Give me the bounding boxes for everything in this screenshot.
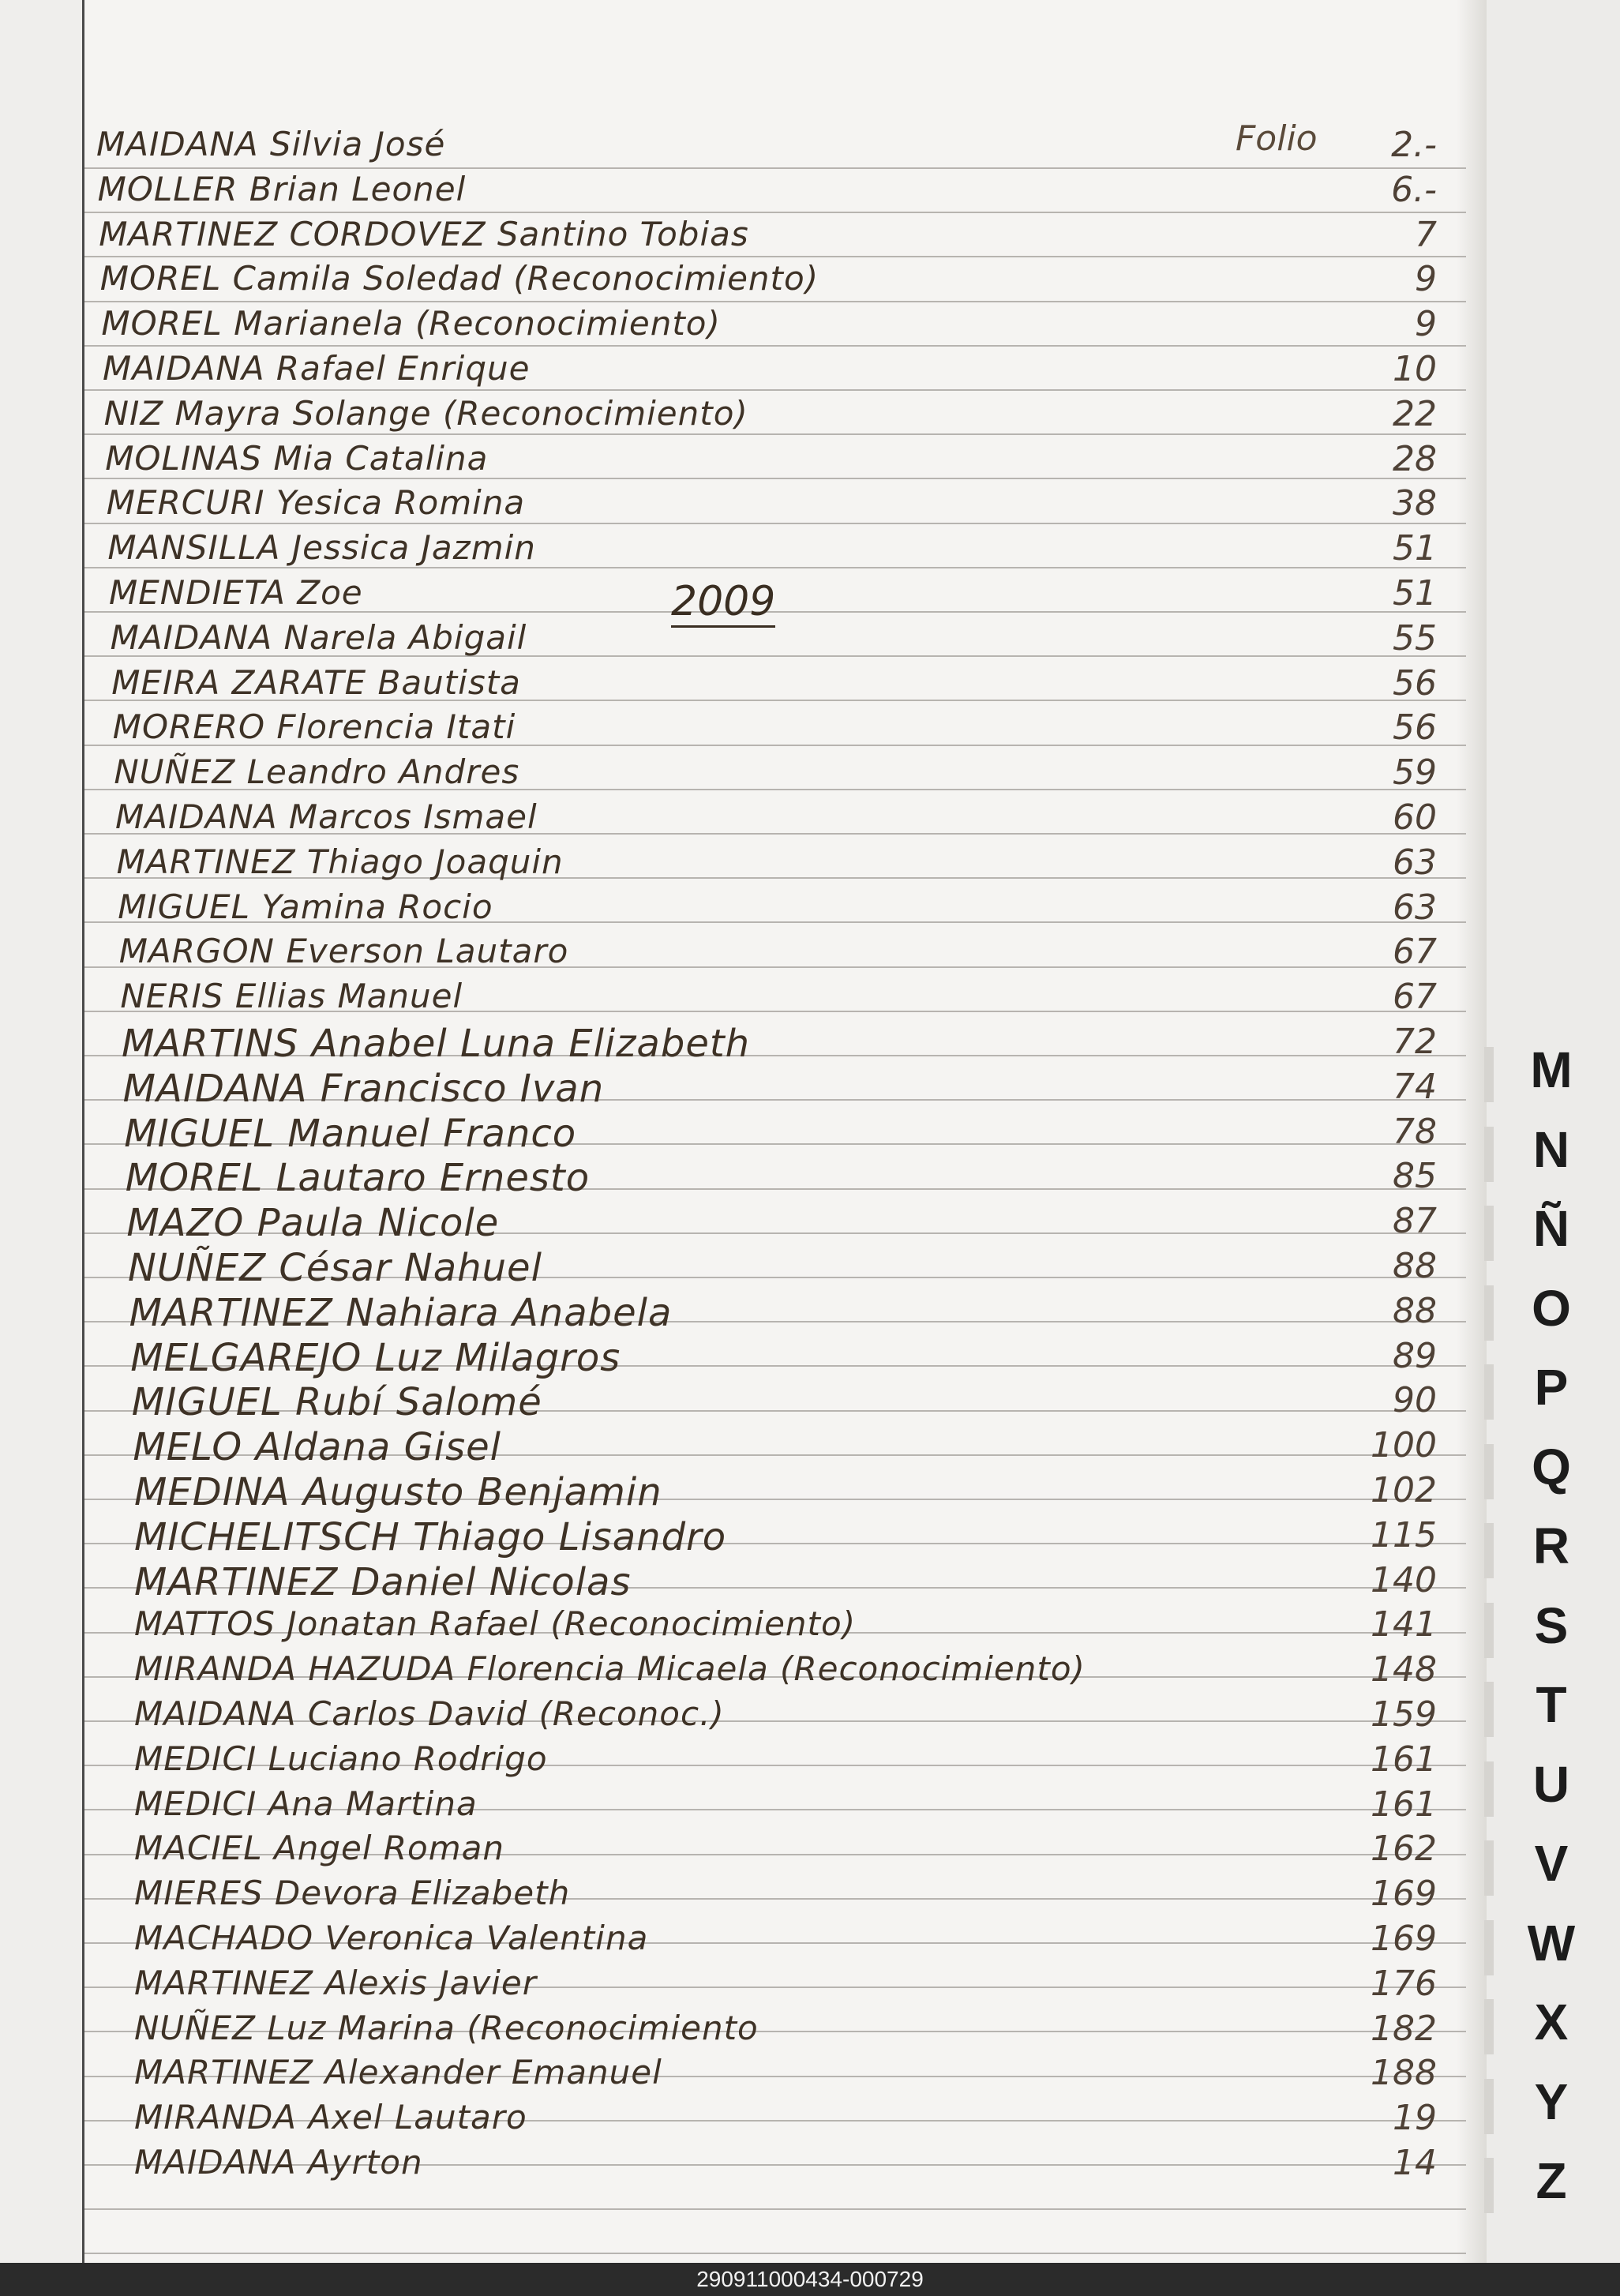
entry-name: MIGUEL Rubí Salomé (131, 1380, 542, 1425)
index-tab-edge (1484, 1523, 1494, 1578)
index-tab[interactable]: V (1534, 1835, 1569, 1892)
entry-folio: 28 (1393, 438, 1437, 479)
entry-name: MELO Aldana Gisel (133, 1425, 501, 1470)
image-caption: 290911000434-000729 (0, 2263, 1620, 2296)
index-tab[interactable]: U (1532, 1755, 1570, 1813)
index-tab[interactable]: Ñ (1532, 1200, 1570, 1257)
index-tab-edge (1484, 1682, 1494, 1737)
index-tab-edge (1484, 2158, 1494, 2213)
entry-folio: 63 (1393, 842, 1437, 883)
index-tab[interactable]: S (1534, 1596, 1569, 1654)
index-tab[interactable]: X (1534, 1994, 1569, 2050)
entry-name: MAIDANA Carlos David (Reconoc.) (134, 1694, 725, 1733)
entry-name: MIGUEL Manuel Franco (124, 1111, 577, 1156)
entry-folio: 19 (1393, 2098, 1437, 2139)
entry-folio: 182 (1371, 2008, 1437, 2049)
entry-name: NERIS Ellias Manuel (120, 977, 463, 1016)
index-tab[interactable]: N (1532, 1120, 1570, 1178)
entry-folio: 72 (1393, 1022, 1437, 1062)
page-edge-shadow (1457, 0, 1488, 2263)
folio-header: Folio (1236, 118, 1318, 159)
entry-folio: 60 (1393, 797, 1437, 838)
entry-folio: 87 (1393, 1201, 1437, 1242)
entry-folio: 90 (1393, 1380, 1437, 1421)
index-tab[interactable]: P (1534, 1359, 1569, 1416)
index-tab-edge (1484, 1920, 1494, 1975)
entry-name: MACHADO Veronica Valentina (134, 1919, 649, 1957)
ruled-line (84, 167, 1466, 169)
ruled-line (84, 523, 1466, 524)
index-tab-edge (1484, 1127, 1494, 1182)
ruled-line (84, 301, 1466, 302)
entry-folio: 67 (1393, 977, 1437, 1018)
entry-folio: 188 (1371, 2053, 1437, 2094)
index-tab[interactable]: T (1536, 1676, 1567, 1733)
entry-name: MARTINEZ Thiago Joaquin (116, 842, 564, 881)
entry-name: MAIDANA Narela Abigail (110, 617, 527, 657)
entry-name: MIRANDA Axel Lautaro (134, 2098, 527, 2137)
entry-name: MARTINS Anabel Luna Elizabeth (122, 1022, 751, 1066)
index-tab-edge (1484, 1047, 1494, 1102)
entry-name: NIZ Mayra Solange (Reconocimiento) (103, 393, 748, 433)
entry-name: MAIDANA Silvia José (96, 125, 446, 163)
entry-folio: 161 (1371, 1784, 1437, 1825)
entry-folio: 88 (1393, 1290, 1437, 1331)
entry-folio: 51 (1393, 573, 1437, 613)
entry-folio: 140 (1371, 1559, 1437, 1600)
entry-name: MICHELITSCH Thiago Lisandro (134, 1514, 727, 1559)
index-tab-edge (1484, 1761, 1494, 1817)
entry-folio: 22 (1393, 393, 1437, 434)
entry-name: MANSILLA Jessica Jazmin (107, 528, 536, 568)
entry-name: MARTINEZ Alexander Emanuel (134, 2053, 662, 2092)
ruled-line (84, 212, 1466, 213)
entry-folio: 55 (1393, 617, 1437, 658)
binding-margin (0, 0, 84, 2263)
entry-name: MARTINEZ Alexis Javier (134, 1963, 538, 2002)
ruled-line (84, 478, 1466, 479)
entry-folio: 162 (1371, 1829, 1437, 1870)
entry-name: MEIRA ZARATE Bautista (111, 662, 521, 702)
entry-folio: 161 (1371, 1739, 1437, 1780)
entry-name: MARGON Everson Lautaro (118, 932, 569, 971)
entry-name: MEDICI Ana Martina (134, 1784, 478, 1823)
entry-folio: 6.- (1391, 169, 1437, 210)
entry-folio: 14 (1393, 2143, 1437, 2183)
entry-name: MOREL Camila Soledad (Reconocimiento) (99, 259, 819, 298)
entry-folio: 2.- (1391, 125, 1437, 165)
index-tab-edge (1484, 1364, 1494, 1420)
entry-name: MARTINEZ Nahiara Anabela (129, 1290, 673, 1335)
index-tab[interactable]: W (1527, 1914, 1576, 1971)
entry-folio: 176 (1371, 1963, 1437, 2004)
index-tab[interactable]: Q (1532, 1438, 1571, 1495)
entry-folio: 74 (1393, 1066, 1437, 1107)
entry-name: MOREL Marianela (Reconocimiento) (101, 304, 721, 343)
entry-name: MIRANDA HAZUDA Florencia Micaela (Reconocimiento) (134, 1649, 1086, 1689)
ruled-line (84, 2208, 1466, 2210)
entry-folio: 169 (1371, 1874, 1437, 1915)
entry-name: MARTINEZ CORDOVEZ Santino Tobias (99, 214, 749, 253)
entry-name: MAZO Paula Nicole (126, 1201, 500, 1246)
entry-folio: 9 (1415, 259, 1437, 300)
entry-folio: 148 (1371, 1649, 1437, 1690)
entry-folio: 38 (1393, 483, 1437, 524)
index-tab[interactable]: R (1532, 1518, 1570, 1574)
entry-name: MIERES Devora Elizabeth (134, 1874, 571, 1913)
index-tab[interactable]: O (1532, 1279, 1571, 1337)
entry-name: MAIDANA Ayrton (134, 2143, 423, 2182)
entry-folio: 169 (1371, 1919, 1437, 1959)
entry-name: NUÑEZ Leandro Andres (114, 752, 520, 792)
entry-name: MELGAREJO Luz Milagros (130, 1335, 621, 1380)
entry-name: MACIEL Angel Roman (134, 1829, 504, 1868)
entry-name: MORERO Florencia Itati (112, 707, 516, 747)
entry-folio: 67 (1393, 932, 1437, 973)
entry-name: MARTINEZ Daniel Nicolas (134, 1559, 632, 1604)
entry-folio: 63 (1393, 887, 1437, 928)
entry-folio: 51 (1393, 528, 1437, 569)
index-tab[interactable]: Z (1536, 2152, 1567, 2209)
ruled-line (84, 2253, 1466, 2254)
entry-folio: 10 (1393, 349, 1437, 389)
entry-folio: 89 (1393, 1335, 1437, 1376)
entry-name: MENDIETA Zoe (109, 573, 363, 612)
entry-folio: 159 (1371, 1694, 1437, 1735)
ruled-line (84, 256, 1466, 257)
entry-name: MERCURI Yesica Romina (106, 483, 526, 523)
index-tab[interactable]: M (1530, 1041, 1573, 1098)
entry-name: MAIDANA Marcos Ismael (115, 797, 538, 836)
index-tab-edge (1484, 1285, 1494, 1341)
entry-folio: 9 (1415, 304, 1437, 345)
index-tab-edge (1484, 2079, 1494, 2134)
entry-name: MAIDANA Rafael Enrique (103, 349, 531, 388)
entry-folio: 56 (1393, 662, 1437, 703)
entry-name: MEDICI Luciano Rodrigo (134, 1739, 548, 1778)
entry-name: MATTOS Jonatan Rafael (Reconocimiento) (134, 1604, 857, 1644)
entry-folio: 102 (1371, 1470, 1437, 1510)
index-tab-edge (1484, 1840, 1494, 1896)
entry-name: MEDINA Augusto Benjamin (134, 1470, 662, 1514)
entry-folio: 7 (1415, 214, 1437, 255)
entry-name: MOREL Lautaro Ernesto (125, 1156, 591, 1201)
ruled-line (84, 433, 1466, 435)
entry-folio: 85 (1393, 1156, 1437, 1197)
index-tab-edge (1484, 1999, 1494, 2054)
entry-folio: 100 (1371, 1425, 1437, 1466)
index-tab-edge (1484, 1603, 1494, 1658)
index-tab[interactable]: Y (1534, 2073, 1569, 2130)
entry-folio: 59 (1393, 752, 1437, 793)
index-tab-edge (1484, 1206, 1494, 1261)
entry-name: MOLLER Brian Leonel (97, 169, 467, 208)
index-tab-edge (1484, 1444, 1494, 1499)
year-note: 2009 (671, 578, 775, 628)
entry-name: MIGUEL Yamina Rocio (118, 887, 493, 926)
ruled-line (84, 389, 1466, 391)
entry-folio: 141 (1371, 1604, 1437, 1645)
entry-folio: 78 (1393, 1111, 1437, 1152)
entry-name: NUÑEZ César Nahuel (128, 1246, 542, 1290)
entry-folio: 115 (1371, 1514, 1437, 1555)
entry-name: MAIDANA Francisco Ivan (122, 1066, 605, 1111)
entry-name: NUÑEZ Luz Marina (Reconocimiento (134, 2008, 759, 2047)
entry-folio: 56 (1393, 707, 1437, 748)
ruled-line (84, 345, 1466, 347)
entry-folio: 88 (1393, 1246, 1437, 1286)
entry-name: MOLINAS Mia Catalina (105, 438, 489, 478)
